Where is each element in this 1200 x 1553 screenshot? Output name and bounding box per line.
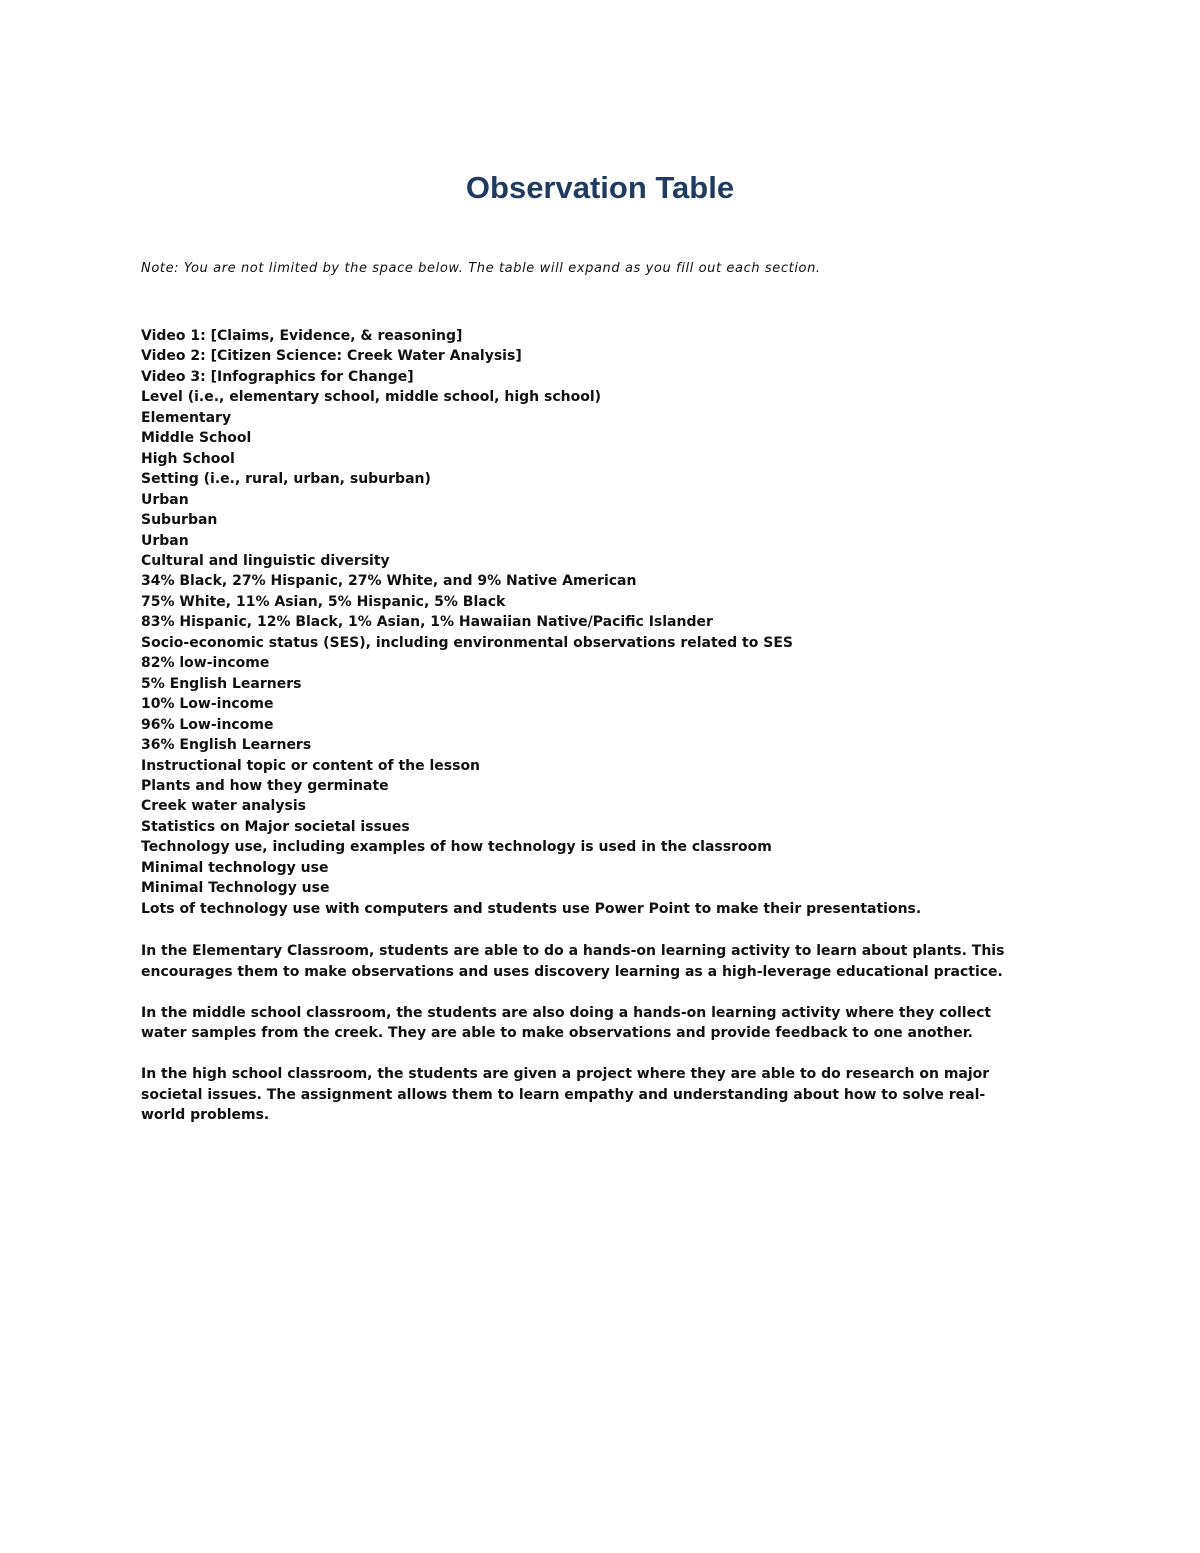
observation-line: 36% English Learners <box>141 737 312 754</box>
observation-line: Lots of technology use with computers and students use Power Point to make their presentations. <box>141 900 922 917</box>
observation-line: Cultural and linguistic diversity <box>141 552 390 569</box>
observation-line: Middle School <box>141 430 252 447</box>
observation-line: Minimal technology use <box>141 859 329 876</box>
observation-line: 82% low-income <box>141 655 270 672</box>
observation-line: Suburban <box>141 512 218 529</box>
observation-line: 75% White, 11% Asian, 5% Hispanic, 5% Black <box>141 593 506 610</box>
observation-line: 34% Black, 27% Hispanic, 27% White, and 9% Native American <box>141 573 637 590</box>
observation-line: Statistics on Major societal issues <box>141 818 410 835</box>
observation-line: Plants and how they germinate <box>141 777 389 794</box>
paragraph-line: In the middle school classroom, the students are also doing a hands-on learning activity where they collect <box>141 1004 992 1021</box>
paragraph-line: water samples from the creek. They are able to make observations and provide feedback to one another. <box>141 1025 973 1041</box>
observation-line: 10% Low-income <box>141 696 274 713</box>
instruction-note: Note: You are not limited by the space below. The table will expand as you fill out each section. <box>141 261 821 276</box>
paragraph-line: societal issues. The assignment allows them to learn empathy and understanding about how to solve real- <box>141 1086 986 1103</box>
paragraph-line: In the high school classroom, the students are given a project where they are able to do research on major <box>141 1066 990 1082</box>
page-title: Observation Table <box>465 170 735 205</box>
observation-list <box>141 326 1041 919</box>
paragraph-elementary <box>141 941 1041 982</box>
observation-line: Elementary <box>141 409 232 426</box>
observation-line: Video 3: [Infographics for Change] <box>141 368 414 385</box>
observation-line: Technology use, including examples of how technology is used in the classroom <box>141 839 772 856</box>
observation-line: Setting (i.e., rural, urban, suburban) <box>141 471 431 488</box>
paragraph-line: In the Elementary Classroom, students are able to do a hands-on learning activity to learn about plants. This <box>141 943 1005 959</box>
observation-line: Minimal Technology use <box>141 880 330 897</box>
paragraph-middle-school <box>141 1003 1041 1044</box>
observation-line: Urban <box>141 532 189 549</box>
observation-line: 96% Low-income <box>141 716 274 733</box>
observation-line: Creek water analysis <box>141 798 306 815</box>
observation-line: 83% Hispanic, 12% Black, 1% Asian, 1% Hawaiian Native/Pacific Islander <box>141 614 713 631</box>
observation-line: Video 1: [Claims, Evidence, & reasoning] <box>141 328 463 344</box>
observation-line: Video 2: [Citizen Science: Creek Water Analysis] <box>141 348 522 365</box>
observation-line: Instructional topic or content of the lesson <box>141 757 481 774</box>
reflection-paragraphs <box>141 941 1041 1146</box>
observation-line: 5% English Learners <box>141 675 302 692</box>
paragraph-line: encourages them to make observations and uses discovery learning as a high-leverage educational practice. <box>141 963 1003 980</box>
observation-line: Level (i.e., elementary school, middle school, high school) <box>141 389 602 406</box>
observation-line: Socio-economic status (SES), including environmental observations related to SES <box>141 634 793 651</box>
paragraph-line: world problems. <box>141 1107 270 1123</box>
paragraph-high-school <box>141 1064 1041 1126</box>
observation-line: High School <box>141 450 235 467</box>
observation-line: Urban <box>141 491 189 508</box>
